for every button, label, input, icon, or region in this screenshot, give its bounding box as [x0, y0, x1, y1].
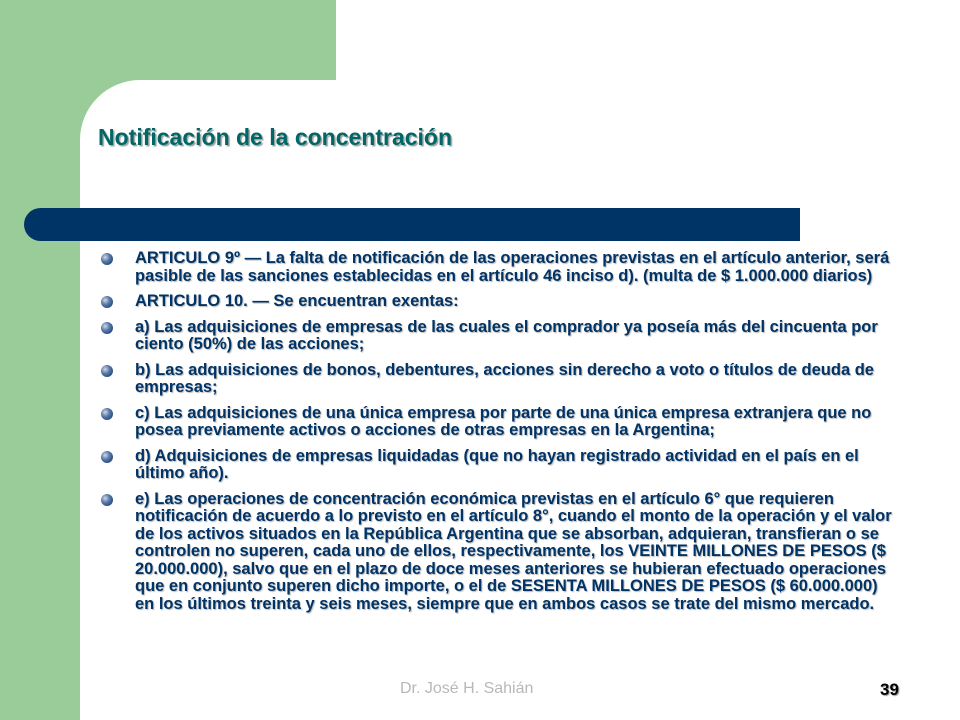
bullet-text: ARTICULO 10. — Se encuentran exentas:	[135, 292, 459, 310]
bullet-text: e) Las operaciones de concentración económica previstas en el artículo 6° que requieren notificación de acuerdo a lo previsto en el artículo 8°, cuando el monto de la operación y el valor de los activos situados en la República Argentina que se absorban, adquieran, transfieran o se controlen no superen, cada uno de ellos, respectivamente, los VEINTE MILLONES DE PESOS ($ 20.000.000), salvo que en el plazo de doce meses anteriores se hubieran efectuado operaciones que en conjunto superen dicho importe, o el de SESENTA MILLONES DE PESOS ($ 60.000.000) en los últimos treinta y seis meses, siempre que en ambos casos se trate del mismo mercado.	[135, 489, 892, 613]
page-number: 39	[880, 680, 899, 699]
bullet-icon	[101, 451, 113, 463]
bullet-text: c) Las adquisiciones de una única empresa por parte de una única empresa extranjera que no posea previamente activos o acciones de otras empresas en la Argentina;	[135, 403, 872, 439]
bullet-item	[100, 405, 900, 440]
bullet-icon	[101, 494, 113, 506]
bullet-icon	[101, 408, 113, 420]
bullet-list	[100, 250, 900, 621]
bullet-icon	[101, 253, 113, 265]
bullet-item	[100, 362, 900, 397]
bullet-icon	[101, 322, 113, 334]
slide-title: Notificación de la concentración	[98, 124, 453, 150]
bullet-icon	[101, 365, 113, 377]
bullet-item	[100, 293, 900, 311]
title-divider-bar	[24, 208, 800, 241]
bullet-text: a) Las adquisiciones de empresas de las cuales el comprador ya poseía más del cincuenta por ciento (50%) de las acciones;	[135, 317, 878, 353]
bullet-item	[100, 250, 900, 285]
bullet-item	[100, 448, 900, 483]
bullet-text: ARTICULO 9º — La falta de notificación de las operaciones previstas en el artículo anterior, será pasible de las sanciones establecidas en el artículo 46 inciso d). (multa de $ 1.000.000 diarios)	[135, 249, 890, 285]
bullet-text: d) Adquisiciones de empresas liquidadas (que no hayan registrado actividad en el país en el último año).	[135, 446, 859, 482]
footer-author: Dr. José H. Sahián	[400, 680, 534, 697]
bullet-item	[100, 319, 900, 354]
bullet-text: b) Las adquisiciones de bonos, debentures, acciones sin derecho a voto o títulos de deuda de empresas;	[135, 360, 874, 396]
bullet-item	[100, 491, 900, 614]
bullet-icon	[101, 296, 113, 308]
